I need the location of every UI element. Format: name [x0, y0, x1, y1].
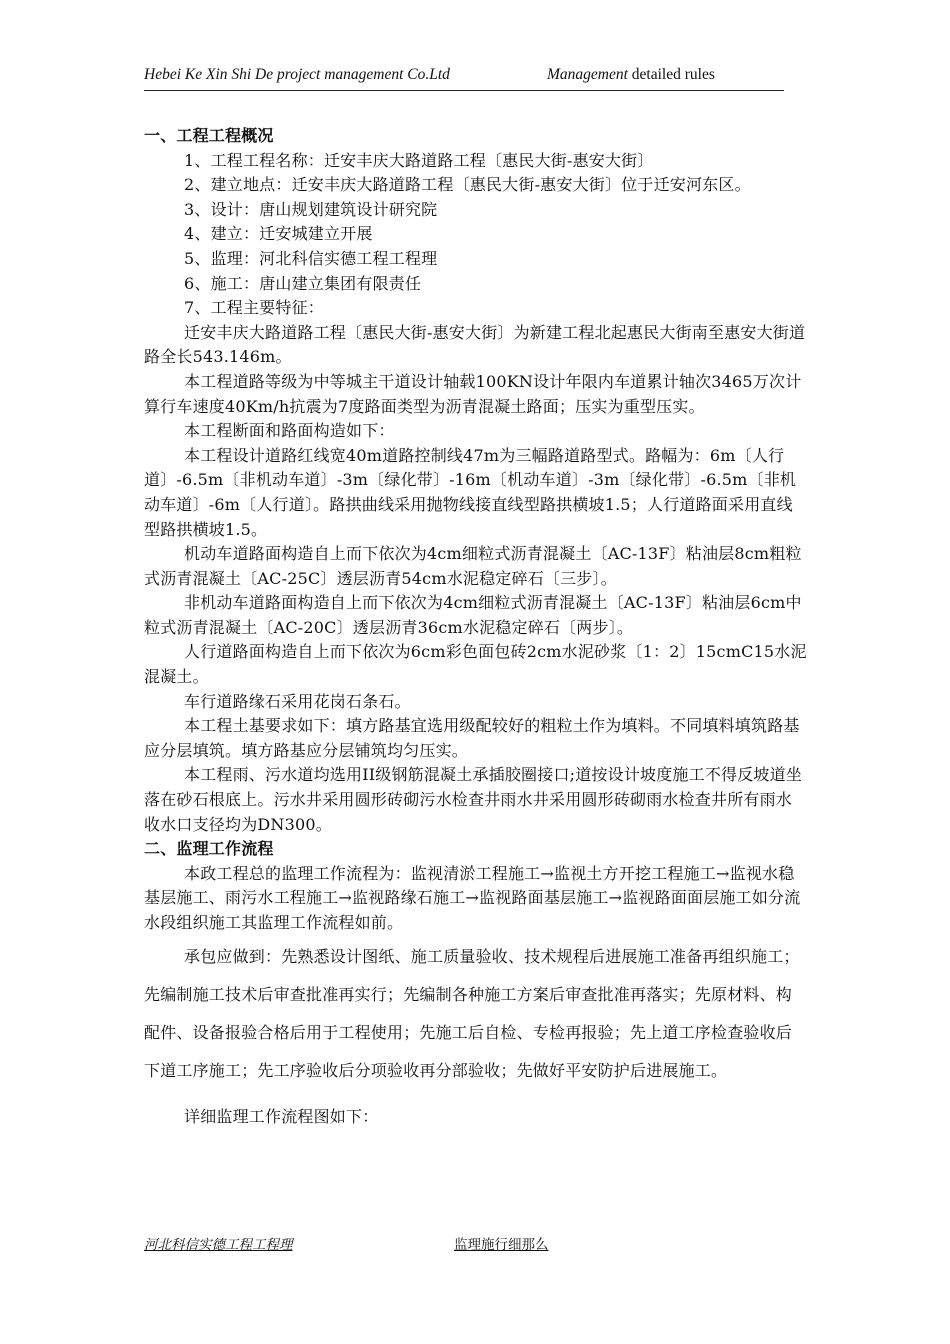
list-item: 5、监理：河北科信实德工程工程理: [184, 248, 438, 268]
paragraph: 车行道路缘石采用花岗石条石。: [184, 691, 411, 711]
paragraph: 非机动车道路面构造自上而下依次为4cm细粒式沥青混凝土〔AC-13F〕粘油层6cm中粒式沥青混凝土〔AC-20C〕透层沥青36cm水泥稳定碎石〔两步〕。: [144, 593, 802, 637]
section-heading-overview: 一、工程工程概况: [144, 126, 274, 145]
paragraph: 本工程雨、污水道均选用II级钢筋混凝土承插胶圈接口;道按设计坡度施工不得反坡道坐落在砂石根底上。污水井采用圆形砖砌污水检查井雨水井采用圆形砖砌雨水检查井所有雨水收水口支径均为DN300。: [144, 765, 803, 834]
paragraph: 本工程道路等级为中等城主干道设计轴载100KN设计年限内车道累计轴次3465万次计算行车速度40Km/h抗震为7度路面类型为沥青混凝土路面；压实为重型压实。: [144, 371, 802, 416]
footer-doc-title: 监理施行细那么: [454, 1237, 549, 1252]
paragraph: 本工程设计道路红线宽40m道路控制线47m为三幅路道路型式。路幅为：6m〔人行道〕-6.5m〔非机动车道〕-3m〔绿化带〕-16m〔机动车道〕-3m〔绿化带〕-6.5m〔非机动车道〕-6m〔人行道〕。路拱曲线采用抛物线接直线型路拱横坡1.5；人行道路面采用直线型路拱横坡1.5。: [144, 445, 797, 539]
document-body: [144, 124, 808, 1136]
paragraph: 详细监理工作流程图如下：: [184, 1106, 379, 1126]
list-item: 7、工程主要特征：: [184, 298, 324, 318]
paragraph: 承包应做到：先熟悉设计图纸、施工质量验收、技术规程后进展施工准备再组织施工；先编制施工技术后审查批准再实行；先编制各种施工方案后审查批准再落实；先原材料、构配件、设备报验合格后用于工程使用；先施工后自检、专检再报验；先上道工序检查验收后下道工序施工；先工序验收后分项验收再分部验收；先做好平安防护后进展施工。: [144, 946, 800, 1080]
paragraph: 机动车道路面构造自上而下依次为4cm细粒式沥青混凝土〔AC-13F〕粘油层8cm粗粒式沥青混凝土〔AC-25C〕透层沥青54cm水泥稳定碎石〔三步〕。: [144, 544, 802, 588]
list-item: 1、工程工程名称：迁安丰庆大路道路工程〔惠民大街-惠安大街〕: [184, 150, 654, 170]
page-header: [144, 66, 784, 91]
paragraph: 人行道路面构造自上而下依次为6cm彩色面包砖2cm水泥砂浆〔1：2〕15cmC15水泥混凝土。: [144, 642, 807, 687]
paragraph: 本工程土基要求如下：填方路基宜选用级配较好的粗粒土作为填料。不同填料填筑路基应分层填筑。填方路基应分层铺筑均匀压实。: [144, 716, 800, 760]
list-item: 2、建立地点：迁安丰庆大路道路工程〔惠民大街-惠安大街〕位于迁安河东区。: [184, 175, 751, 195]
paragraph: 迁安丰庆大路道路工程〔惠民大街-惠安大街〕为新建工程北起惠民大街南至惠安大街道路全长543.146m。: [144, 322, 806, 367]
section-heading-workflow: 二、监理工作流程: [144, 839, 274, 859]
list-item: 6、施工：唐山建立集团有限责任: [184, 273, 422, 293]
header-doc-title: [547, 66, 715, 84]
paragraph: 本政工程总的监理工作流程为：监视清淤工程施工→监视土方开挖工程施工→监视水稳基层施工、雨污水工程施工→监视路缘石施工→监视路面基层施工→监视路面面层施工如分流水段组织施工其监理工作流程如前。: [144, 863, 801, 932]
header-doc-title-italic: Management: [547, 66, 628, 83]
header-doc-title-rest: detailed rules: [627, 66, 715, 83]
list-item: 3、设计：唐山规划建筑设计研究院: [184, 199, 438, 219]
list-item: 4、建立：迁安城建立开展: [184, 224, 373, 244]
header-company: Hebei Ke Xin Shi De project management Co.Ltd: [144, 66, 450, 83]
footer-company: 河北科信实德工程工程理: [144, 1237, 293, 1252]
paragraph: 本工程断面和路面构造如下：: [184, 421, 395, 441]
